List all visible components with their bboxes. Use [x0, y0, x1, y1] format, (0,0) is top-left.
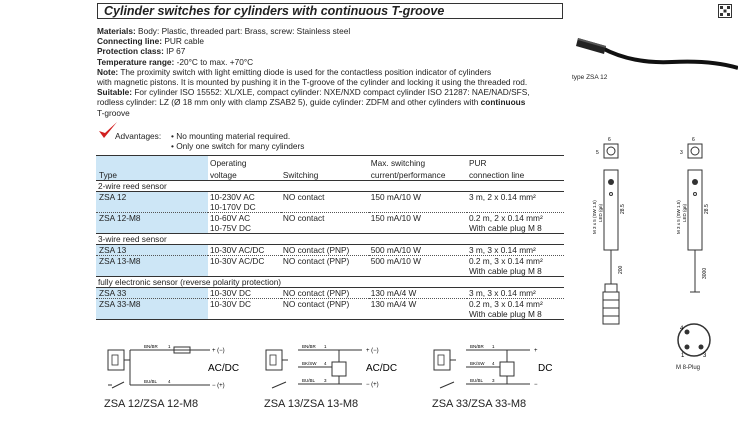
advantage-item: • Only one switch for many cylinders — [171, 141, 305, 151]
photo-caption: type ZSA 12 — [572, 74, 608, 81]
wire-number: 1 — [324, 344, 327, 349]
advantages-label: Advantages: — [115, 131, 162, 141]
protection-text: IP 67 — [166, 46, 186, 57]
circuit-diagram-1 — [100, 340, 250, 400]
row-switching: NO contact (PNP) — [282, 299, 350, 309]
description-block — [97, 26, 557, 118]
pin-label: 3 — [703, 353, 707, 359]
row-voltage: 10-75V DC — [210, 223, 252, 233]
temp-label: Temperature range: — [97, 56, 175, 67]
row-switching: NO contact — [282, 192, 325, 202]
wire-label: BN/BR — [302, 344, 316, 349]
grid-icon — [718, 4, 732, 18]
suitable-text-2: rodless cylinder: LZ (Ø 18 mm only with clamp ZSAB2 5), guide cylinder: ZDFM and other cylinders with — [97, 97, 479, 108]
wire-label: BN/BR — [470, 344, 484, 349]
row-voltage: 10-30V DC — [210, 299, 252, 309]
row-voltage: 10-230V AC — [210, 192, 255, 202]
wire-number: 4 — [492, 361, 495, 366]
dimension-label: 5 — [596, 150, 599, 156]
mode-label: AC/DC — [366, 363, 398, 374]
thread-label: M 3 x 5 (SW 1.5) — [592, 200, 597, 234]
spec-table — [96, 155, 564, 320]
thread-label: M 3 x 5 (SW 1.5) — [676, 200, 681, 234]
row-current: 130 mA/4 W — [369, 288, 467, 299]
row-voltage: 10-60V AC — [210, 213, 251, 223]
row-current: 150 mA/10 W — [370, 213, 421, 223]
polarity-label: + (−) — [212, 348, 225, 354]
row-switching: NO contact (PNP) — [281, 245, 369, 256]
suitable-label: Suitable: — [97, 87, 133, 98]
header-pur-2: connection line — [468, 170, 525, 180]
wire-number: 1 — [492, 344, 495, 349]
section-3wire: 3-wire reed sensor — [96, 234, 564, 245]
suitable-text: For cylinder ISO 15552: XL/XLE, compact cylinder: NXE/NXD compact cylinder ISO 21287: NAE/NAD/SFS, — [134, 87, 530, 98]
dimension-label: 28.5 — [704, 204, 710, 214]
technical-drawing-2 — [668, 134, 728, 304]
row-pur: 3 m, 2 x 0.14 mm² — [468, 192, 536, 202]
row-voltage: 10-30V DC — [208, 288, 281, 299]
row-pur: With cable plug M 8 — [468, 223, 542, 233]
title-bar — [97, 3, 563, 19]
polarity-label: + (−) — [366, 348, 379, 354]
led-label: LED (gn) — [682, 203, 687, 222]
pin-label: 1 — [681, 353, 685, 359]
dimension-label: 6 — [608, 137, 611, 143]
circuit-diagram-3 — [430, 340, 575, 400]
row-type: ZSA 12-M8 — [96, 213, 208, 224]
plug-label: M 8-Plug — [676, 365, 701, 371]
note-text: The proximity switch with light emitting diode is used for the contactless position indicator of cylinders — [120, 66, 492, 77]
row-switching: NO contact — [282, 213, 325, 223]
wire-label: BU/BL — [144, 379, 158, 384]
wire-number: 4 — [324, 361, 327, 366]
row-current: 500 mA/10 W — [370, 256, 421, 266]
header-pur-1: PUR — [467, 156, 564, 169]
dimension-label: 28.5 — [620, 204, 626, 214]
pin-label: 4 — [680, 326, 684, 332]
row-pur: 0.2 m, 3 x 0.14 mm² — [468, 256, 543, 266]
suitable-bold: continuous — [480, 97, 526, 108]
dimension-label: 3000 — [702, 267, 708, 279]
row-pur: 0.2 m, 2 x 0.14 mm² — [468, 213, 543, 223]
row-voltage: 10-30V AC/DC — [210, 256, 265, 266]
row-switching: NO contact (PNP) — [282, 256, 350, 266]
row-pur: 0.2 m, 3 x 0.14 mm² — [468, 299, 543, 309]
row-voltage: 10-30V AC/DC — [208, 245, 281, 256]
row-type: ZSA 33 — [96, 288, 208, 299]
row-type: ZSA 33-M8 — [96, 299, 208, 310]
circuit-label-3: ZSA 33/ZSA 33-M8 — [432, 398, 527, 410]
advantage-item: • No mounting material required. — [171, 131, 291, 141]
wire-label: BU/BL — [470, 378, 484, 383]
section-2wire: 2-wire reed sensor — [96, 181, 564, 192]
note-label: Note: — [97, 66, 119, 77]
row-pur: 3 m, 3 x 0.14 mm² — [467, 288, 564, 299]
row-voltage: 10-170V DC — [208, 202, 281, 213]
header-type: Type — [96, 168, 208, 181]
led-label: LED (gn) — [598, 203, 603, 222]
dimension-label: 3 — [680, 150, 683, 156]
protection-label: Protection class: — [97, 46, 164, 57]
page-title: Cylinder switches for cylinders with continuous T-groove — [104, 4, 445, 18]
mode-label: AC/DC — [208, 363, 240, 374]
technical-drawing-1 — [582, 134, 642, 344]
circuit-label-2: ZSA 13/ZSA 13-M8 — [264, 398, 359, 410]
suitable-text-3: T-groove — [97, 107, 130, 118]
polarity-label: − — [534, 382, 538, 388]
wire-number: 3 — [324, 378, 327, 383]
row-current: 500 mA/10 W — [369, 245, 467, 256]
materials-label: Materials: — [97, 26, 136, 36]
row-current: 150 mA/10 W — [370, 192, 421, 202]
polarity-label: + — [534, 348, 538, 354]
header-current-1: Max. switching — [369, 156, 467, 169]
wire-number: 3 — [492, 378, 495, 383]
header-voltage-2: voltage — [210, 170, 237, 180]
wire-label: BN/BR — [144, 344, 158, 349]
circuit-diagram-2 — [262, 340, 412, 400]
row-type: ZSA 13-M8 — [96, 256, 208, 267]
row-pur: With cable plug M 8 — [467, 309, 564, 320]
connecting-text: PUR cable — [164, 36, 204, 47]
row-pur: 3 m, 3 x 0.14 mm² — [467, 245, 564, 256]
header-current-2: current/performance — [370, 170, 446, 180]
section-electronic: fully electronic sensor (reverse polarity protection) — [96, 277, 564, 288]
row-pur: With cable plug M 8 — [468, 266, 542, 276]
row-current: 130 mA/4 W — [370, 299, 417, 309]
wire-number: 4 — [168, 379, 171, 384]
dimension-label: 6 — [692, 137, 695, 143]
wire-label: BK/SW — [302, 361, 317, 366]
row-switching: NO contact (PNP) — [281, 288, 369, 299]
wire-label: BK/SW — [470, 361, 485, 366]
wire-number: 1 — [168, 344, 171, 349]
circuit-label-1: ZSA 12/ZSA 12-M8 — [104, 398, 199, 410]
header-voltage-1: Operating — [208, 156, 281, 169]
polarity-label: − (+) — [366, 382, 379, 388]
polarity-label: − (+) — [212, 383, 225, 389]
row-type: ZSA 13 — [96, 245, 208, 256]
materials-text: Body: Plastic, threaded part: Brass, screw: Stainless steel — [138, 26, 351, 36]
wire-label: BU/BL — [302, 378, 316, 383]
dimension-label: 200 — [618, 265, 624, 274]
connecting-label: Connecting line: — [97, 36, 162, 47]
note-text-2: with magnetic pistons. It is mounted by pushing it in the T-groove of the cylinder and locking it using the threaded rod. — [97, 77, 528, 88]
mode-label: DC — [538, 363, 553, 374]
temp-text: -20°C to max. +70°C — [176, 56, 254, 67]
row-type: ZSA 12 — [96, 192, 208, 203]
header-switching: Switching — [282, 170, 319, 180]
advantages-block — [97, 121, 397, 155]
